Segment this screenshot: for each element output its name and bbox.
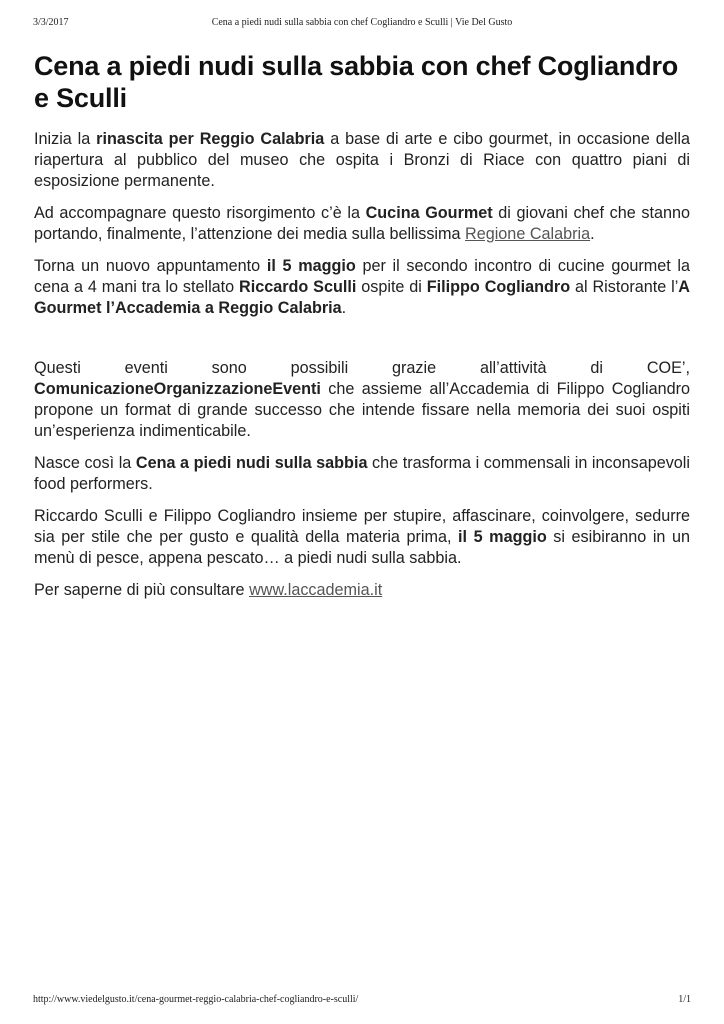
print-header <box>33 17 691 31</box>
bold-text: rinascita per Reggio Calabria <box>96 130 325 148</box>
print-date: 3/3/2017 <box>33 17 69 28</box>
bold-text: Cucina Gourmet <box>365 204 493 222</box>
article <box>34 50 690 601</box>
bold-text: A Gourmet l’Accademia a Reggio Calabria <box>34 278 690 317</box>
paragraph-4: Questi eventi sono possibili grazie all’attività di COE’, ComunicazioneOrganizzazioneEventi che assieme all’Accademia di Filippo Cogliandro propone un format di grande successo che intende fissare nella memoria dei suoi ospiti un’esperienza indimenticabile. <box>34 359 690 440</box>
print-url: http://www.viedelgusto.it/cena-gourmet-reggio-calabria-chef-cogliandro-e-sculli/ <box>33 994 359 1005</box>
paragraph-2: Ad accompagnare questo risorgimento c’è la Cucina Gourmet di giovani chef che stanno portando, finalmente, l’attenzione dei media sulla bellissima Regione Calabria. <box>34 204 691 243</box>
laccademia-link[interactable]: www.laccademia.it <box>249 581 383 599</box>
paragraph-6: Riccardo Sculli e Filippo Cogliandro insieme per stupire, affascinare, coinvolgere, sedurre sia per stile che per gusto e qualità della materia prima, il 5 maggio si esibiranno in un menù di pesce, appena pescato… a piedi nudi sulla sabbia. <box>34 507 690 567</box>
print-document-title: Cena a piedi nudi sulla sabbia con chef Cogliandro e Sculli | Vie Del Gusto <box>211 17 513 28</box>
paragraph-1: Inizia la rinascita per Reggio Calabria a base di arte e cibo gourmet, in occasione della riapertura al pubblico del museo che ospita i Bronzi di Riace con quattro piani di esposizione permanente. <box>34 130 690 190</box>
paragraph-5: Nasce così la Cena a piedi nudi sulla sabbia che trasforma i commensali in inconsapevoli food performers. <box>34 454 690 493</box>
page-number: 1/1 <box>678 994 691 1005</box>
bold-text: Riccardo Sculli <box>239 278 357 296</box>
paragraph-3: Torna un nuovo appuntamento il 5 maggio per il secondo incontro di cucine gourmet la cena a 4 mani tra lo stellato Riccardo Sculli ospite di Filippo Cogliandro al Ristorante l’A Gourmet l’Accademia a Reggio Calabria. <box>34 257 690 317</box>
article-title: Cena a piedi nudi sulla sabbia con chef Cogliandro e Sculli <box>34 51 679 113</box>
bold-text: Filippo Cogliandro <box>426 278 571 296</box>
bold-text: Cena a piedi nudi sulla sabbia <box>135 454 368 472</box>
bold-text: ComunicazioneOrganizzazioneEventi <box>34 380 321 398</box>
bold-text: il 5 maggio <box>266 257 356 275</box>
regione-calabria-link[interactable]: Regione Calabria <box>465 225 591 243</box>
print-footer <box>33 994 691 1008</box>
bold-text: il 5 maggio <box>458 528 547 546</box>
paragraph-7: Per saperne di più consultare www.laccademia.it <box>34 581 383 599</box>
